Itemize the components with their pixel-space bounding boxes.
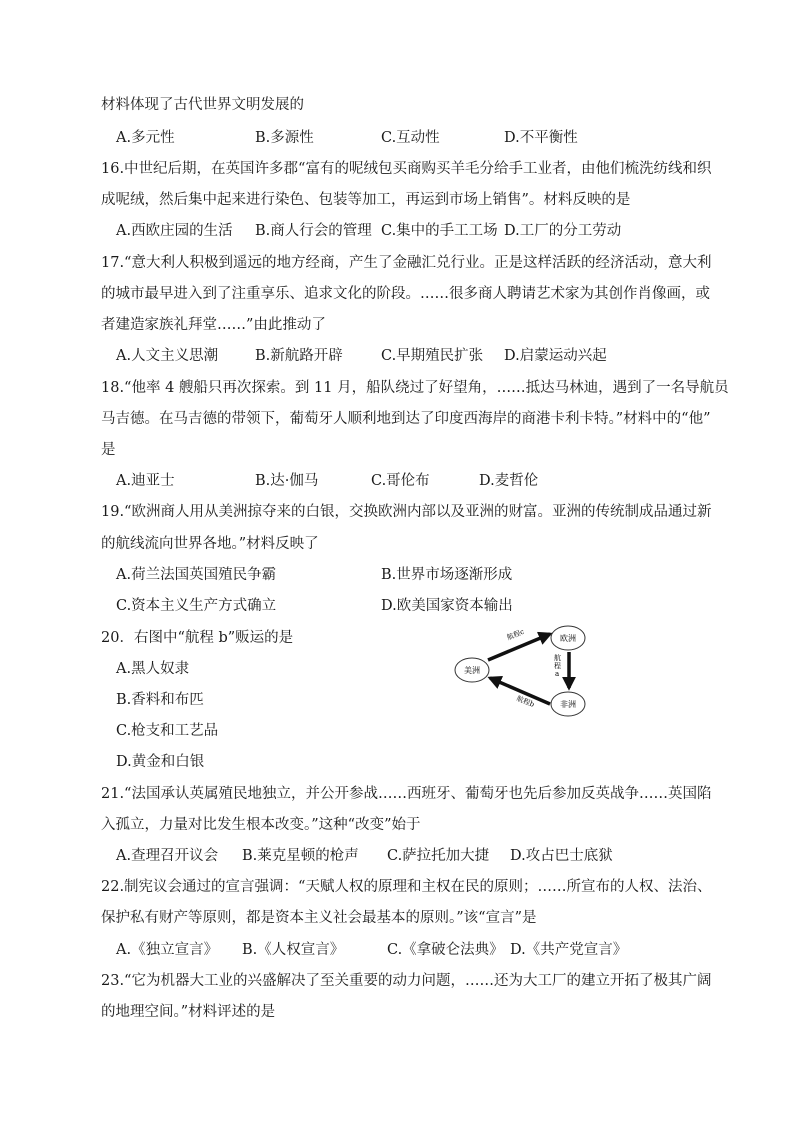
q15-stem-tail: 材料体现了古代世界文明发展的 <box>101 97 304 113</box>
q18-option-a[interactable]: A.迪亚士 <box>116 473 175 489</box>
q22-option-d[interactable]: D.《共产党宣言》 <box>510 942 628 958</box>
q18-option-c[interactable]: C.哥伦布 <box>371 473 430 489</box>
route-a-label-char-3: a <box>555 670 560 678</box>
q16-option-c[interactable]: C.集中的手工工场 <box>381 223 498 239</box>
q19-stem-line-1: 19.“欧洲商人用从美洲掠夺来的白银，交换欧洲内部以及亚洲的财富。亚洲的传统制成品通过新 <box>101 504 712 520</box>
q17-stem-line-2: 的城市最早进入到了注重享乐、追求文化的阶段。……很多商人聘请艺术家为其创作肖像画，或 <box>101 286 710 302</box>
q22-option-a[interactable]: A.《独立宣言》 <box>116 942 219 958</box>
q22-stem-line-1: 22.制宪议会通过的宣言强调：“天赋人权的原理和主权在民的原则；……所宣布的人权、法治、 <box>101 879 712 895</box>
q21-option-c[interactable]: C.萨拉托加大捷 <box>387 848 490 864</box>
q16-option-d[interactable]: D.工厂的分工劳动 <box>504 223 622 239</box>
q15-option-a[interactable]: A.多元性 <box>116 130 175 146</box>
q17-stem-line-3: 者建造家族礼拜堂……”由此推动了 <box>101 317 326 333</box>
q20-option-a[interactable]: A.黑人奴隶 <box>116 661 190 677</box>
q15-option-c[interactable]: C.互动性 <box>381 130 440 146</box>
q18-option-b[interactable]: B.达·伽马 <box>255 473 319 489</box>
q21-option-d[interactable]: D.攻占巴士底狱 <box>510 848 613 864</box>
node-america-label: 美洲 <box>464 666 480 675</box>
route-c-arrow <box>488 634 550 660</box>
q20-option-b[interactable]: B.香料和布匹 <box>116 692 204 708</box>
q20-stem: 20．右图中“航程 b”贩运的是 <box>101 630 294 646</box>
q16-stem-line-2: 成呢绒，然后集中起来进行染色、包装等加工，再运到市场上销售”。材料反映的是 <box>101 192 631 208</box>
q19-option-a[interactable]: A.荷兰法国英国殖民争霸 <box>116 567 277 583</box>
q17-stem-line-1: 17.“意大利人积极到遥远的地方经商，产生了金融汇兑行业。正是这样活跃的经济活动，意大利 <box>101 255 712 271</box>
q17-option-b[interactable]: B.新航路开辟 <box>255 348 343 364</box>
route-c-label: 航程c <box>505 627 526 642</box>
q22-option-c[interactable]: C.《拿破仑法典》 <box>387 942 504 958</box>
q20-option-c[interactable]: C.枪支和工艺品 <box>116 723 219 739</box>
q17-option-a[interactable]: A.人文主义思潮 <box>116 348 219 364</box>
triangular-trade-diagram <box>452 622 594 722</box>
q19-option-c[interactable]: C.资本主义生产方式确立 <box>116 598 277 614</box>
q21-stem-line-2: 入孤立，力量对比发生根本改变。”这种“改变”始于 <box>101 817 421 833</box>
q23-stem-line-2: 的地理空间。”材料评述的是 <box>101 1004 276 1020</box>
q15-option-b[interactable]: B.多源性 <box>255 130 314 146</box>
route-a-label-char-2: 程 <box>554 662 561 670</box>
q16-stem-line-1: 16.中世纪后期，在英国许多郡“富有的呢绒包买商购买羊毛分给手工业者，由他们梳洗纺线和织 <box>101 161 712 177</box>
q21-option-b[interactable]: B.莱克星顿的枪声 <box>242 848 359 864</box>
q22-option-b[interactable]: B.《人权宣言》 <box>242 942 345 958</box>
node-africa-label: 非洲 <box>560 700 576 709</box>
node-europe-label: 欧洲 <box>560 634 576 643</box>
q19-option-d[interactable]: D.欧美国家资本输出 <box>381 598 513 614</box>
route-b-label: 航程b <box>515 694 536 709</box>
q18-stem-line-1: 18.“他率 4 艘船只再次探索。到 11 月，船队绕过了好望角，……抵达马林迪，遇到了一名导航员 <box>101 380 729 396</box>
q19-stem-line-2: 的航线流向世界各地。”材料反映了 <box>101 536 319 552</box>
q16-option-a[interactable]: A.西欧庄园的生活 <box>116 223 233 239</box>
q15-option-d[interactable]: D.不平衡性 <box>504 130 578 146</box>
q20-option-d[interactable]: D.黄金和白银 <box>116 754 205 770</box>
q18-option-d[interactable]: D.麦哲伦 <box>479 473 539 489</box>
q22-stem-line-2: 保护私有财产等原则，都是资本主义社会最基本的原则。”该“宣言”是 <box>101 910 537 926</box>
route-a-label-char-1: 航 <box>554 654 561 662</box>
q18-stem-line-3: 是 <box>101 442 116 458</box>
q17-option-d[interactable]: D.启蒙运动兴起 <box>504 348 607 364</box>
q18-stem-line-2: 马吉德。在马吉德的带领下，葡萄牙人顺利地到达了印度西海岸的商港卡利卡特。”材料中的“他” <box>101 411 711 427</box>
q23-stem-line-1: 23.“它为机器大工业的兴盛解决了至关重要的动力问题，……还为大工厂的建立开拓了极其广阔 <box>101 973 712 989</box>
q16-option-b[interactable]: B.商人行会的管理 <box>255 223 372 239</box>
q21-stem-line-1: 21.“法国承认英属殖民地独立，并公开参战……西班牙、葡萄牙也先后参加反英战争……英国陷 <box>101 786 712 802</box>
q21-option-a[interactable]: A.查理召开议会 <box>116 848 219 864</box>
q19-option-b[interactable]: B.世界市场逐渐形成 <box>381 567 513 583</box>
q17-option-c[interactable]: C.早期殖民扩张 <box>381 348 484 364</box>
